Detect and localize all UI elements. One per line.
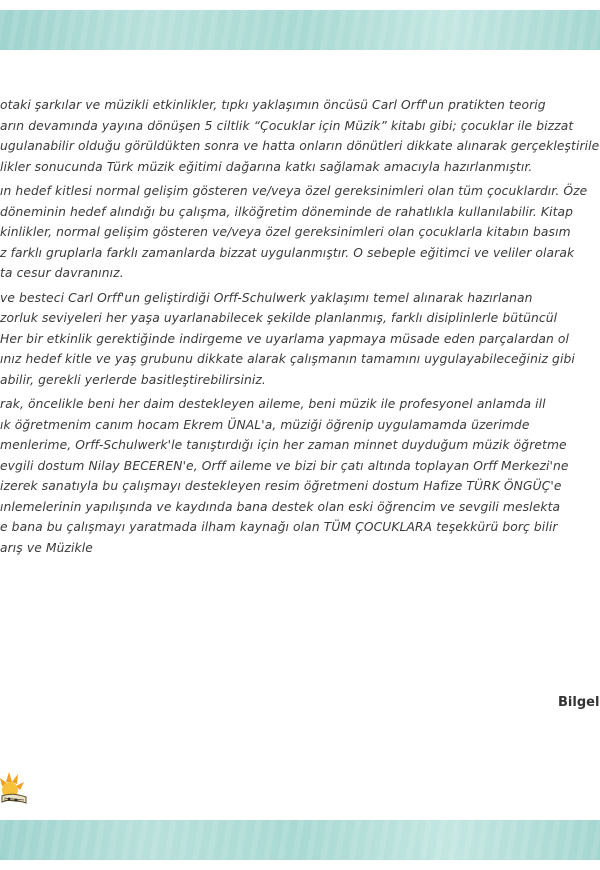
text-line: döneminin hedef alındığı bu çalışma, ilköğretim döneminde de rahatlıkla kullanılabilir. Kitap (0, 204, 574, 219)
decorative-top-band (0, 10, 600, 50)
paragraph-4 (0, 394, 600, 558)
text-line: likler sonucunda Türk müzik eğitimi dağarına katkı sağlamak amacıyla hazırlanmıştır. (0, 159, 533, 174)
text-line: zorluk seviyeleri her yaşa uyarlanabilecek şekilde planlanmış, farklı disiplinlerle bütüncül (0, 311, 558, 325)
text-line: ınız hedef kitle ve yaş grubunu dikkate alarak çalışmanın tamamını uygulayabileceğiniz gibi (0, 352, 575, 366)
text-line: z farklı gruplarla farklı zamanlarda bizzat uygulanmıştır. O sebeple eğitimci ve veliler olarak (0, 245, 575, 260)
text-line: ık öğretmenim canım hocam Ekrem ÜNAL'a, müziği öğrenip uygulamamda üzerimde (0, 417, 530, 432)
text-line: izerek sanatıyla bu çalışmayı destekleyen resim öğretmeni dostum Hafize TÜRK ÖNGÜÇ'e (0, 479, 562, 493)
text-line: e bana bu çalışmayı yaratmada ilham kaynağı olan TÜM ÇOCUKLARA teşekkürü borç bilir (0, 520, 558, 534)
text-line: kinlikler, normal gelişim gösteren ve/veya özel gereksinimleri olan çocuklarla kitabın basım (0, 225, 571, 239)
paragraph-2 (0, 181, 600, 284)
decorative-bottom-band (0, 820, 600, 860)
text-line: Her bir etkinlik gerektiğinde indirgeme ve uyarlama yapmaya müsade eden parçalardan ol (0, 331, 570, 346)
text-line: arış ve Müzikle (0, 540, 93, 555)
text-line: otaki şarkılar ve müzikli etkinlikler, tıpkı yaklaşımın öncüsü Carl Orff'un pratikten teorig (0, 98, 546, 112)
text-line: arın devamında yayına dönüşen 5 ciltlik “Çocuklar için Müzik” kitabı gibi; çocuklar ile bizzat (0, 118, 574, 133)
text-line: evgili dostum Nilay BECEREN'e, Orff aileme ve bizi bir çatı altında toplayan Orff Merkezi'ne (0, 458, 569, 473)
text-line: ta cesur davranınız. (0, 266, 124, 280)
text-line: ugulanabilir olduğu görüldükten sonra ve hatta onların dönütleri dikkate alınarak gerçekleştirile (0, 139, 600, 153)
text-line: menlerime, Orff-Schulwerk'le tanıştırdığı için her zaman minnet duyduğum müzik öğretme (0, 438, 567, 452)
text-line: ın hedef kitlesi normal gelişim gösteren ve/veya özel gereksinimleri olan tüm çocuklardır. Öze (0, 184, 588, 198)
text-line: ve besteci Carl Orff'un geliştirdiği Orff-Schulwerk yaklaşımı temel alınarak hazırlanan (0, 290, 533, 305)
sun-music-logo-icon (0, 770, 30, 808)
text-line: rak, öncelikle beni her daim destekleyen aileme, beni müzik ile profesyonel anlamda ill (0, 397, 546, 411)
paragraph-1 (0, 95, 600, 177)
preface-text (0, 95, 600, 715)
paragraph-3 (0, 288, 600, 391)
text-line: abilir, gerekli yerlerde basitleştirebilirsiniz. (0, 372, 266, 387)
text-line: ınlemelerinin yapılışında ve kaydında bana destek olan eski öğrencim ve sevgili meslekta (0, 499, 561, 514)
author-signature: Bilgel (558, 695, 600, 710)
